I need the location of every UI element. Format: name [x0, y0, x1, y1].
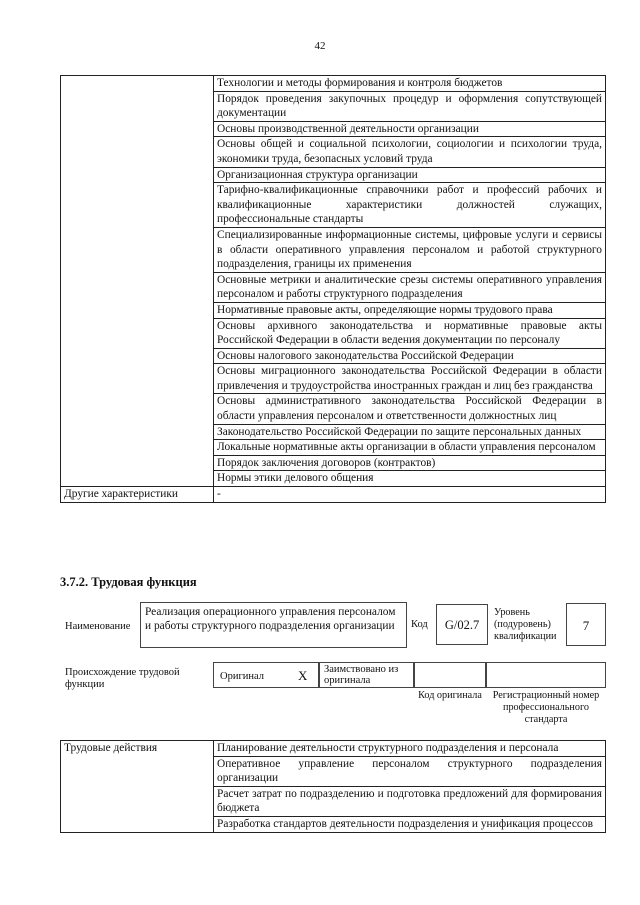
knowledge-item: Технологии и методы формирования и контроля бюджетов	[214, 76, 606, 92]
qualification-level: 7	[566, 603, 606, 646]
origin-label: Происхождение трудовой функции	[65, 667, 180, 690]
action-item: Планирование деятельности структурного подразделения и персонала	[214, 741, 606, 757]
knowledge-item: Основы общей и социальной психологии, социологии и психологии труда, экономики труда, безопасных условий труда	[214, 137, 606, 167]
actions-table	[60, 740, 606, 833]
knowledge-item: Специализированные информационные системы, цифровые услуги и сервисы в области оперативного управления персоналом и работой структурного подразделения, границы их применения	[214, 227, 606, 272]
section-title: 3.7.2. Трудовая функция	[60, 575, 197, 589]
knowledge-item: Порядок проведения закупочных процедур и оформления сопутствующей документации	[214, 91, 606, 121]
function-code: G/02.7	[436, 604, 488, 645]
other-characteristics-label: Другие характеристики	[61, 487, 214, 503]
name-label: Наименование	[65, 621, 131, 632]
action-item: Оперативное управление персоналом структурного подразделения организации	[214, 756, 606, 786]
origin-original-mark: X	[298, 668, 308, 683]
table-row	[61, 76, 606, 92]
knowledge-item: Основы производственной деятельности организации	[214, 121, 606, 137]
knowledge-item: Тарифно-квалификационные справочники работ и профессий рабочих и квалификационные характеристики должностей служащих, профессиональные стандарты	[214, 183, 606, 228]
level-label: Уровень (подуровень) квалификации	[494, 607, 557, 642]
knowledge-item: Организационная структура организации	[214, 167, 606, 183]
page-number: 42	[314, 40, 326, 52]
other-characteristics-value: -	[214, 487, 606, 503]
origin-reg-cell	[486, 662, 606, 688]
knowledge-item: Порядок заключения договоров (контрактов)	[214, 455, 606, 471]
knowledge-item: Основы налогового законодательства Российской Федерации	[214, 348, 606, 364]
table-cell-empty	[61, 76, 214, 487]
origin-borrowed-label: Заимствовано из оригинала	[319, 662, 414, 688]
knowledge-item: Нормативные правовые акты, определяющие нормы трудового права	[214, 302, 606, 318]
knowledge-table	[60, 75, 606, 503]
knowledge-item: Нормы этики делового общения	[214, 471, 606, 487]
actions-label: Трудовые действия	[61, 741, 214, 833]
action-item: Разработка стандартов деятельности подразделения и унификация процессов	[214, 816, 606, 832]
origin-code-cell	[414, 662, 486, 688]
knowledge-item: Основные метрики и аналитические срезы системы оперативного управления персоналом и работы структурного подразделения	[214, 272, 606, 302]
code-label: Код	[411, 619, 428, 630]
function-name: Реализация операционного управления персоналом и работы структурного подразделения организации	[140, 602, 407, 648]
knowledge-item: Основы административного законодательства Российской Федерации в области управления персоналом и ответственности должностных лиц	[214, 394, 606, 424]
action-item: Расчет затрат по подразделению и подготовка предложений для формирования бюджета	[214, 786, 606, 816]
origin-code-caption: Код оригинала	[418, 690, 482, 701]
table-row	[61, 741, 606, 757]
origin-original-cell	[213, 662, 319, 688]
knowledge-item: Основы миграционного законодательства Российской Федерации в области привлечения и трудоустройства иностранных граждан и лиц без гражданства	[214, 364, 606, 394]
knowledge-item: Законодательство Российской Федерации по защите персональных данных	[214, 424, 606, 440]
knowledge-item: Локальные нормативные акты организации в области управления персоналом	[214, 440, 606, 456]
table-row	[61, 487, 606, 503]
knowledge-item: Основы архивного законодательства и нормативные правовые акты Российской Федерации в области ведения документации по персоналу	[214, 318, 606, 348]
origin-reg-caption: Регистрационный номер профессионального стандарта	[492, 690, 600, 725]
origin-original-label: Оригинал	[220, 671, 264, 682]
